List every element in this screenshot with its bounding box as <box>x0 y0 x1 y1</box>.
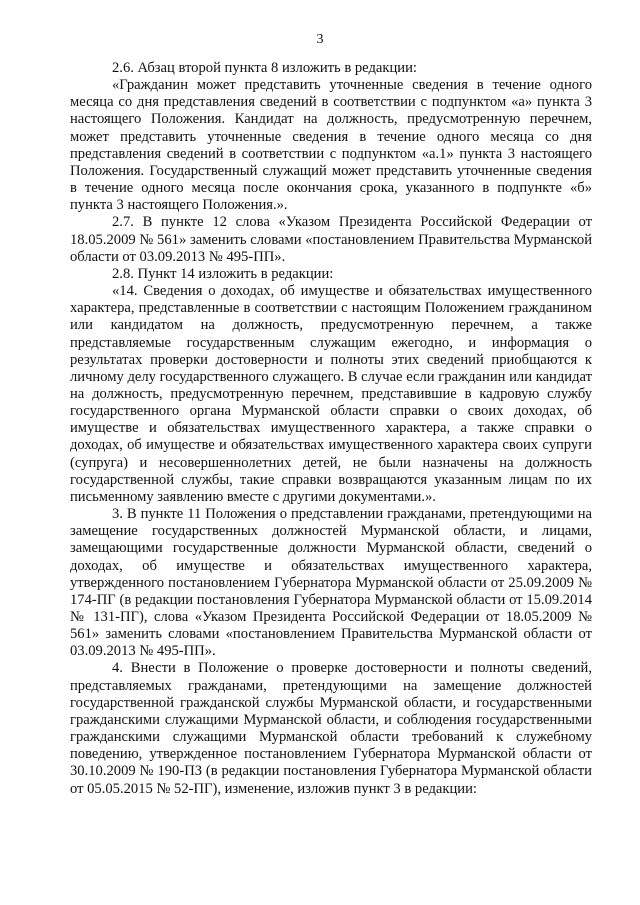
paragraph-4: 4. Внести в Положение о проверке достоверности и полноты сведений, представляемых гражданами, претендующими на замещение должностей государственной гражданской службы Мурманской области, и государственными гражданскими служащими Мурманской области, и соблюдения государственными гражданскими служащими Мурманской области требований к служебному поведению, утвержденное постановлением Губернатора Мурманской области от 30.10.2009 № 190-ПЗ (в редакции постановления Губернатора Мурманской области от 05.05.2015 № 52-ПГ), изменение, изложив пункт 3 в редакции: <box>70 660 592 797</box>
document-body <box>70 60 592 798</box>
paragraph-2-6: 2.6. Абзац второй пункта 8 изложить в редакции: <box>112 60 417 76</box>
paragraph-3: 3. В пункте 11 Положения о представлении гражданами, претендующими на замещение государственных должностей Мурманской области, и лицами, замещающими государственные должности Мурманской области, сведений о доходах, об имуществе и обязательствах имущественного характера, утвержденного постановлением Губернатора Мурманской области от 25.09.2009 № 174-ПГ (в редакции постановления Губернатора Мурманской области от 15.09.2014 № 131-ПГ), слова «Указом Президента Российской Федерации от 18.05.2009 № 561» заменить словами «постановлением Правительства Мурманской области от 03.09.2013 № 495-ПП». <box>70 506 592 660</box>
paragraph-14-text: «14. Сведения о доходах, об имуществе и обязательствах имущественного характера, представленные в соответствии с настоящим Положением гражданином или кандидатом на должность, предусмотренную перечнем, а также представляемые государственным служащим ежегодно, и информация о результатах проверки достоверности и полноты этих сведений приобщаются к личному делу государственного служащего. В случае если гражданин или кандидат на должность, предусмотренную перечнем, представившие в кадровую службу государственного органа Мурманской области справки о своих доходах, об имуществе и обязательствах имущественного характера, а также справки о доходах, об имуществе и обязательствах имущественного характера своих супруги (супруга) и несовершеннолетних детей, не были назначены на должность государственной службы, такие справки возвращаются указанным лицам по их письменному заявлению вместе с другими документами.». <box>70 283 592 505</box>
paragraph-2-7: 2.7. В пункте 12 слова «Указом Президента Российской Федерации от 18.05.2009 № 561» заменить словами «постановлением Правительства Мурманской области от 03.09.2013 № 495-ПП». <box>70 214 592 265</box>
paragraph-2-6-text: «Гражданин может представить уточненные сведения в течение одного месяца со дня представления сведений в соответствии с подпунктом «а» пункта 3 настоящего Положения. Кандидат на должность, предусмотренную перечнем, может представить уточненные сведения в течение одного месяца со дня представления сведений в соответствии с подпунктом «а.1» пункта 3 настоящего Положения. Государственный служащий может представить уточненные сведения в течение одного месяца после окончания срока, указанного в подпункте «б» пункта 3 настоящего Положения.». <box>70 77 592 214</box>
paragraph-2-8: 2.8. Пункт 14 изложить в редакции: <box>112 265 334 282</box>
page-number: 3 <box>316 32 324 47</box>
